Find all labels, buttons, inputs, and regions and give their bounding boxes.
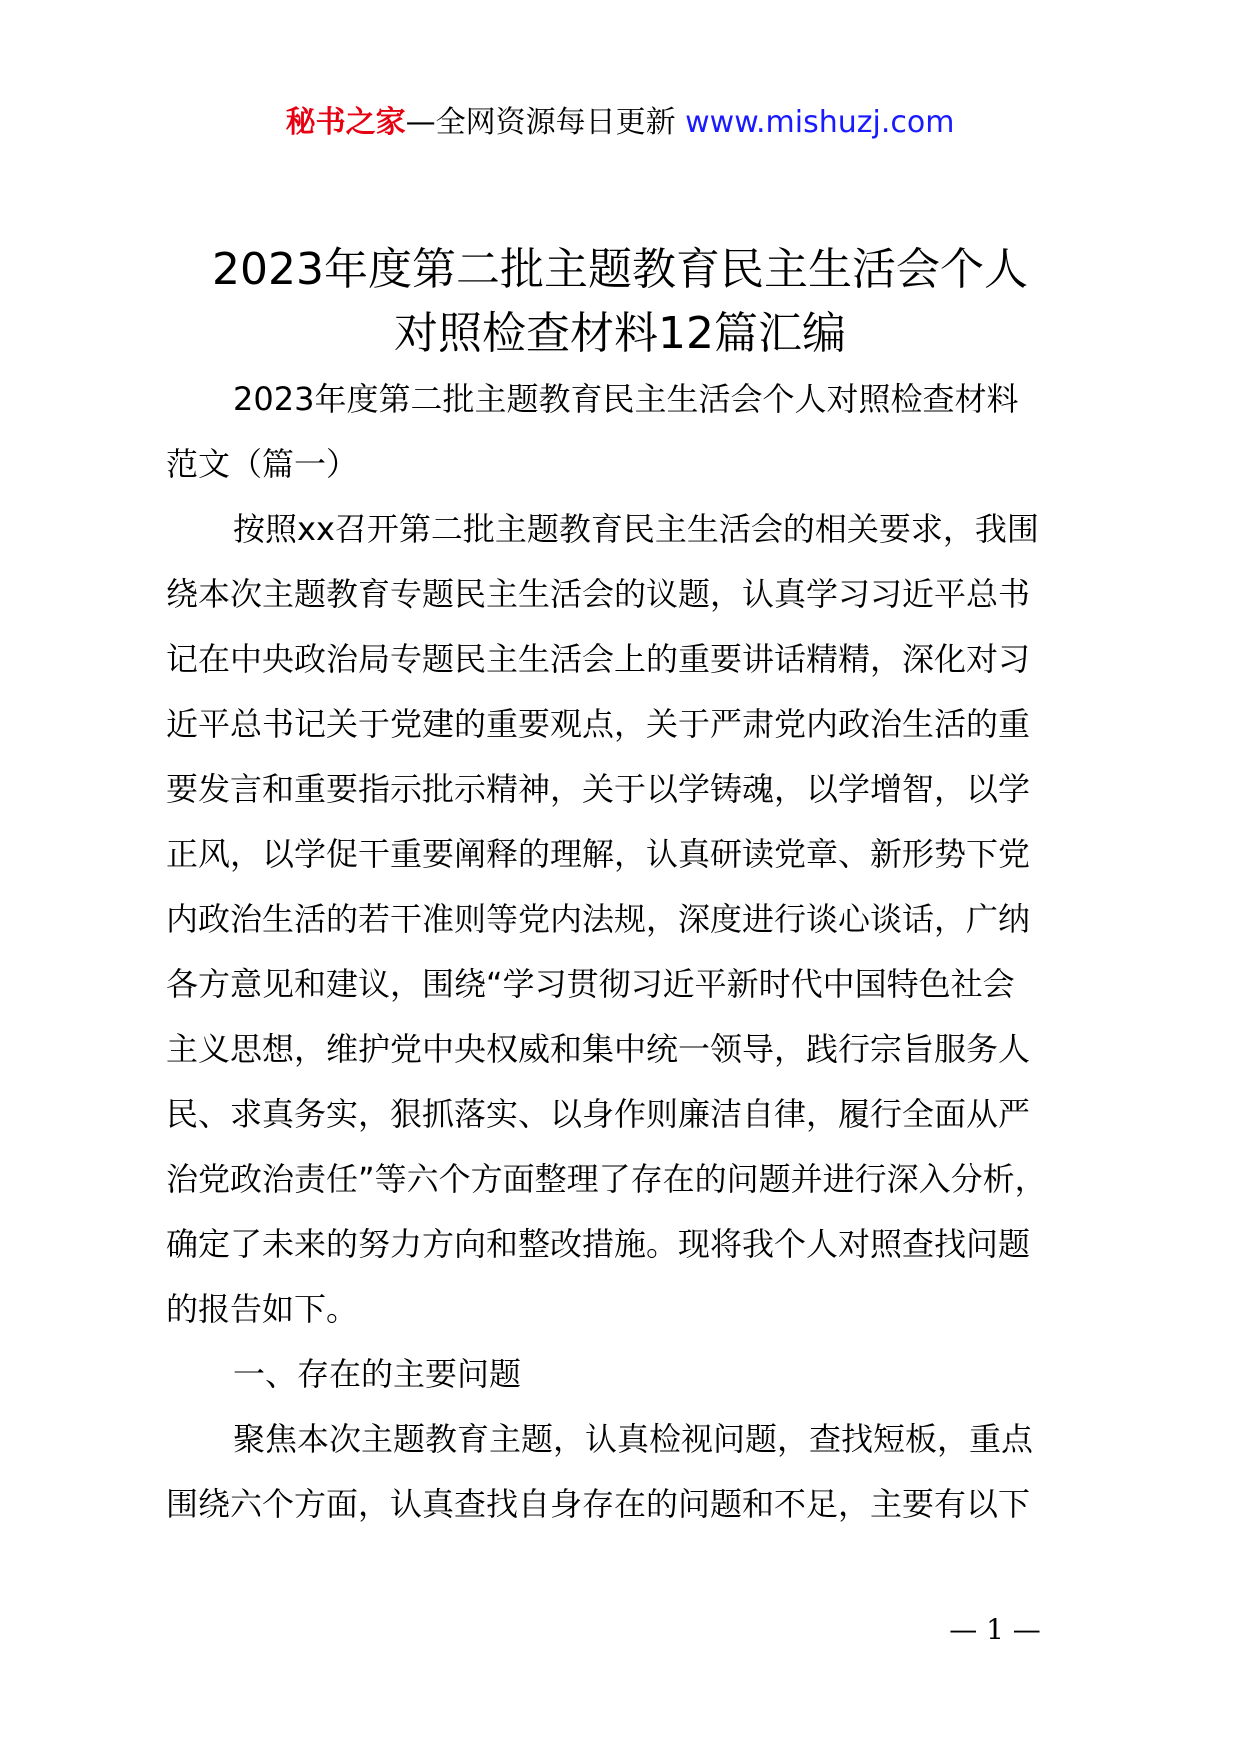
text-line: 一、存在的主要问题 [233,1355,522,1393]
text-line: 围绕六个方面，认真查找自身存在的问题和不足，主要有以下 [166,1485,1031,1523]
text-line: 绕本次主题教育专题民主生活会的议题，认真学习习近平总书 [166,575,1031,613]
title-line-2: 对照检查材料12篇汇编 [394,308,846,359]
site-header [0,100,1240,146]
paragraph-subtitle [166,367,1126,497]
text-line: 近平总书记关于党建的重要观点，关于严肃党内政治生活的重 [166,705,1031,743]
site-slogan: —全网资源每日更新 [405,105,676,140]
paragraph-intro [166,497,1126,1342]
site-url-link[interactable]: www.mishuzj.com [685,105,955,140]
text-line: 确定了未来的努力方向和整改措施。现将我个人对照查找问题 [166,1225,1031,1263]
text-line: 治党政治责任”等六个方面整理了存在的问题并进行深入分析， [166,1160,1047,1198]
text-line: 范文（篇一） [166,445,359,483]
document-body [166,367,1126,1537]
title-line-1: 2023年度第二批主题教育民主生活会个人 [212,244,1028,295]
site-brand: 秘书之家 [285,105,406,140]
text-line: 内政治生活的若干准则等党内法规，深度进行谈心谈话，广纳 [166,900,1031,938]
text-line: 的报告如下。 [166,1290,359,1328]
document-title [160,238,1080,366]
section-heading [166,1342,1126,1407]
text-line: 要发言和重要指示批示精神，关于以学铸魂，以学增智，以学 [166,770,1031,808]
page-number: — 1 — [949,1613,1041,1646]
text-line: 按照xx召开第二批主题教育民主生活会的相关要求，我围 [233,510,1039,548]
text-line: 各方意见和建议，围绕“学习贯彻习近平新时代中国特色社会 [166,965,1015,1003]
paragraph-section-1 [166,1407,1126,1537]
text-line: 民、求真务实，狠抓落实、以身作则廉洁自律，履行全面从严 [166,1095,1031,1133]
text-line: 正风，以学促干重要阐释的理解，认真研读党章、新形势下党 [166,835,1031,873]
text-line: 记在中央政治局专题民主生活会上的重要讲话精精，深化对习 [166,640,1031,678]
text-line: 主义思想，维护党中央权威和集中统一领导，践行宗旨服务人 [166,1030,1031,1068]
text-line: 2023年度第二批主题教育民主生活会个人对照检查材料 [233,380,1019,418]
text-line: 聚焦本次主题教育主题，认真检视问题，查找短板，重点 [233,1420,1034,1458]
